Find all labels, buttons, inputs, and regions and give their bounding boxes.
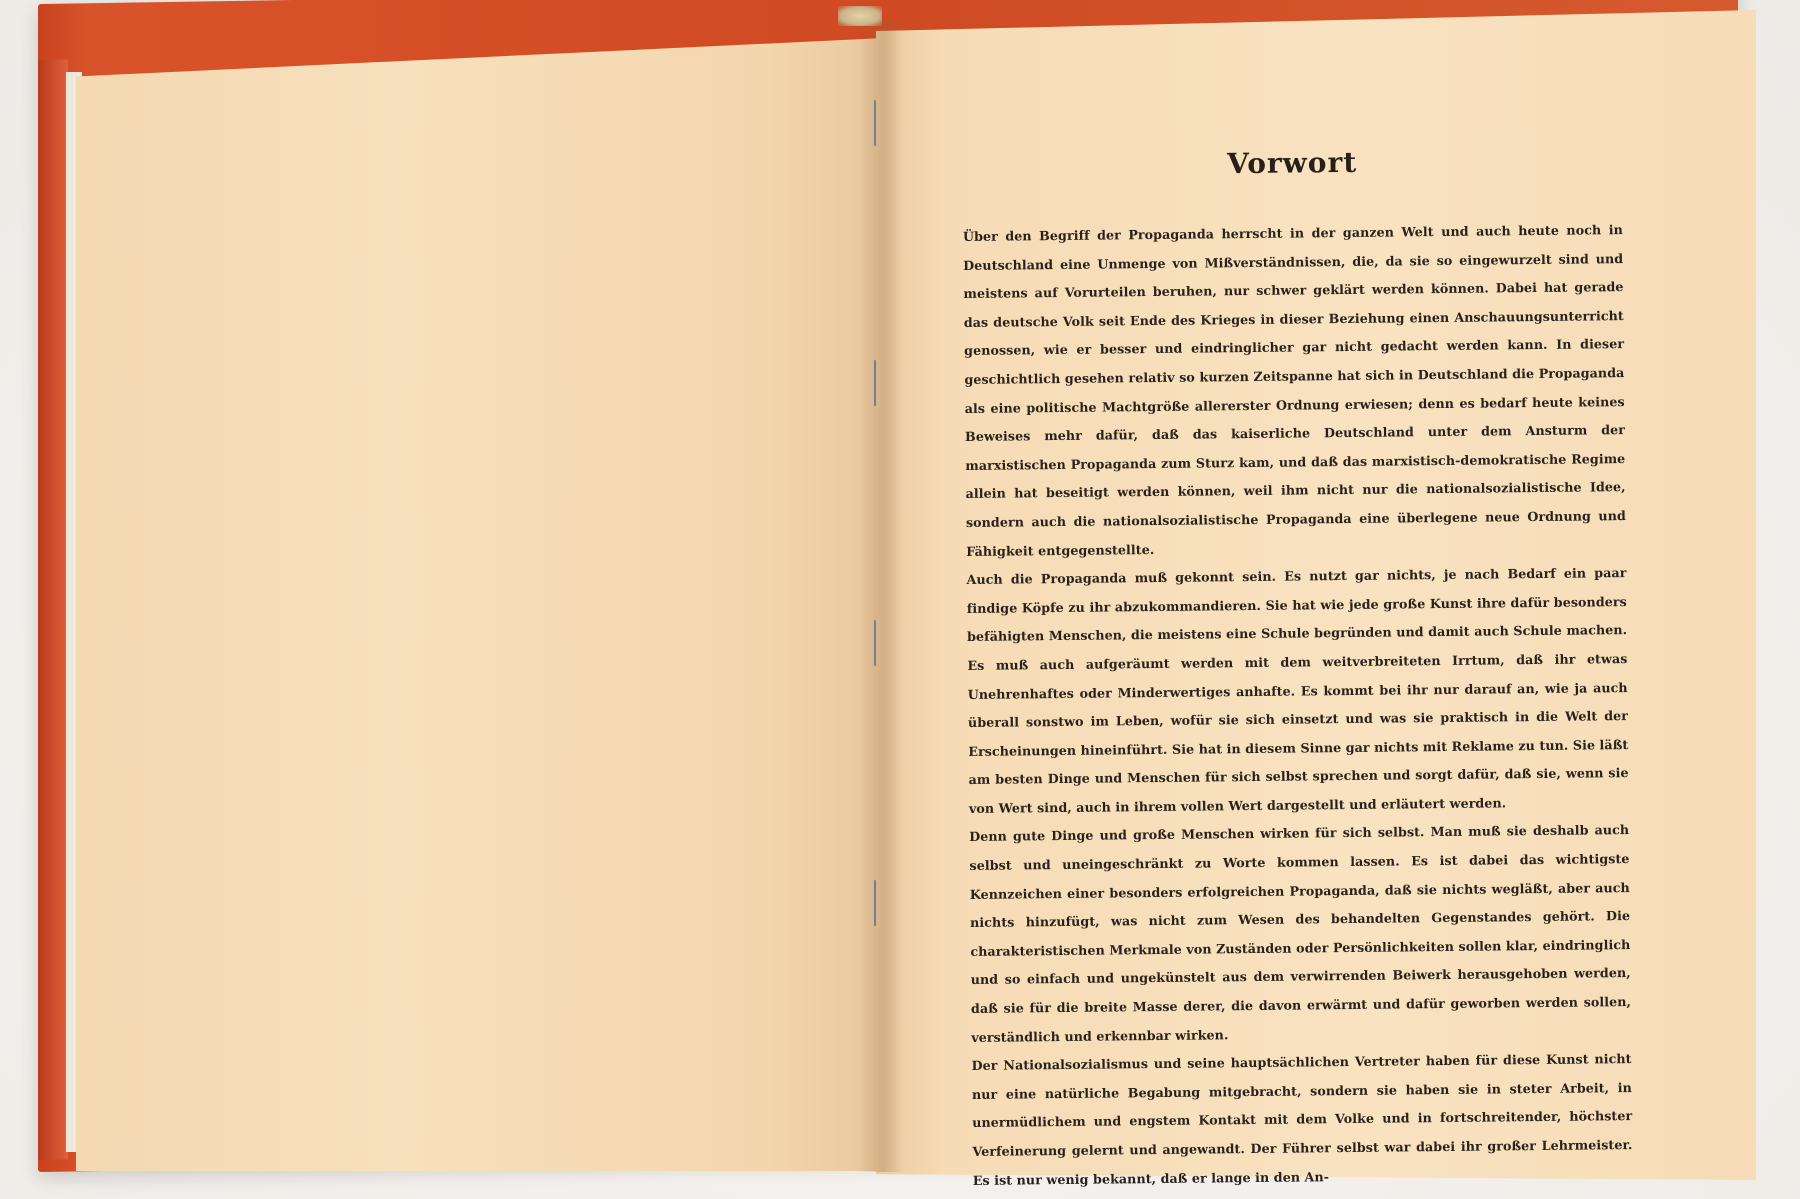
paragraph: Denn gute Dinge und große Menschen wirken für sich selbst. Man muß sie deshalb auch selbst und uneingeschränkt zu Worte kommen lassen. Es ist dabei das wichtigste Kennzeichen einer besonders erfolgreichen Propaganda, daß sie nichts wegläßt, aber auch nichts hinzufügt, was nicht zum Wesen des behandelten Gegenstandes gehört. Die charakteristischen Merkmale von Zuständen oder Persönlichkeiten sollen klar, eindringlich und so einfach und ungekünstelt aus dem verwirrenden Beiwerk herausgehoben werden, daß sie für die breite Masse derer, die davon erwärmt und dafür geworben werden sollen, verständlich und erkennbar wirken.: [969, 822, 1632, 1045]
left-page-blank: [76, 38, 884, 1171]
binding-staple: [874, 880, 876, 926]
binding-staple: [874, 360, 876, 406]
paragraph: Der Nationalsozialismus und seine hauptsächlichen Vertreter haben für diese Kunst nicht nur eine natürliche Begabung mitgebracht, sondern sie haben sie in steter Arbeit, in unermüdlichem und engstem Kontakt mit dem Volke und in fortschreitender, höchster Verfeinerung gelernt und angewandt. Der Führer selbst war dabei ihr großer Lehrmeister. Es ist nur wenig bekannt, daß er lange in den An-: [971, 1051, 1633, 1188]
paragraph: Über den Begriff der Propaganda herrscht in der ganzen Welt und auch heute noch in Deutschland eine Unmenge von Mißverständnissen, die, da sie so eingewurzelt sind und meistens auf Vorurteilen beruhen, nur schwer geklärt werden können. Dabei hat gerade das deutsche Volk seit Ende des Krieges in dieser Beziehung einen Anschauungsunterricht genossen, wie er besser und eindringlicher gar nicht gedacht werden kann. In dieser geschichtlich gesehen relativ so kurzen Zeitspanne hat sich in Deutschland die Propaganda als eine politische Machtgröße allererster Ordnung erwiesen; denn es bedarf heute keines Beweises mehr dafür, daß das kaiserliche Deutschland unter dem Ansturm der marxistischen Propaganda zum Sturz kam, und daß das marxistisch-demokratische Regime allein hat beseitigt werden können, weil ihm nicht nur die nationalsozialistische Idee, sondern auch die nationalsozialistische Propaganda eine überlegene neue Ordnung und Fähigkeit entgegenstellte.: [962, 222, 1626, 559]
binding-staple: [874, 620, 876, 666]
page-title: Vorwort: [1226, 145, 1358, 181]
binding-staple: [874, 100, 876, 146]
cover-spine-edge: [38, 60, 68, 1160]
book-gutter: [858, 20, 904, 1172]
paragraph: Auch die Propaganda muß gekonnt sein. Es nutzt gar nichts, je nach Bedarf ein paar findige Köpfe zu ihr abzukommandieren. Sie hat wie jede große Kunst ihre dafür besonders befähigten Menschen, die meistens eine Schule begründen und damit auch Schule machen. Es muß auch aufgeräumt werden mit dem weitverbreiteten Irrtum, daß ihr etwas Unehrenhaftes oder Minderwertiges anhafte. Es kommt bei ihr nur darauf an, wie ja auch überall sonstwo im Leben, wofür sie sich einsetzt und was sie praktisch in die Welt der Erscheinungen hineinführt. Sie hat in diesem Sinne gar nichts mit Reklame zu tun. Sie läßt am besten Dinge und Menschen für sich selbst sprechen und sorgt dafür, daß sie, wenn sie von Wert sind, auch in ihrem vollen Wert dargestellt und erläutert werden.: [966, 565, 1629, 816]
page-text-block: [962, 143, 1633, 1195]
spine-tear: [838, 6, 882, 26]
